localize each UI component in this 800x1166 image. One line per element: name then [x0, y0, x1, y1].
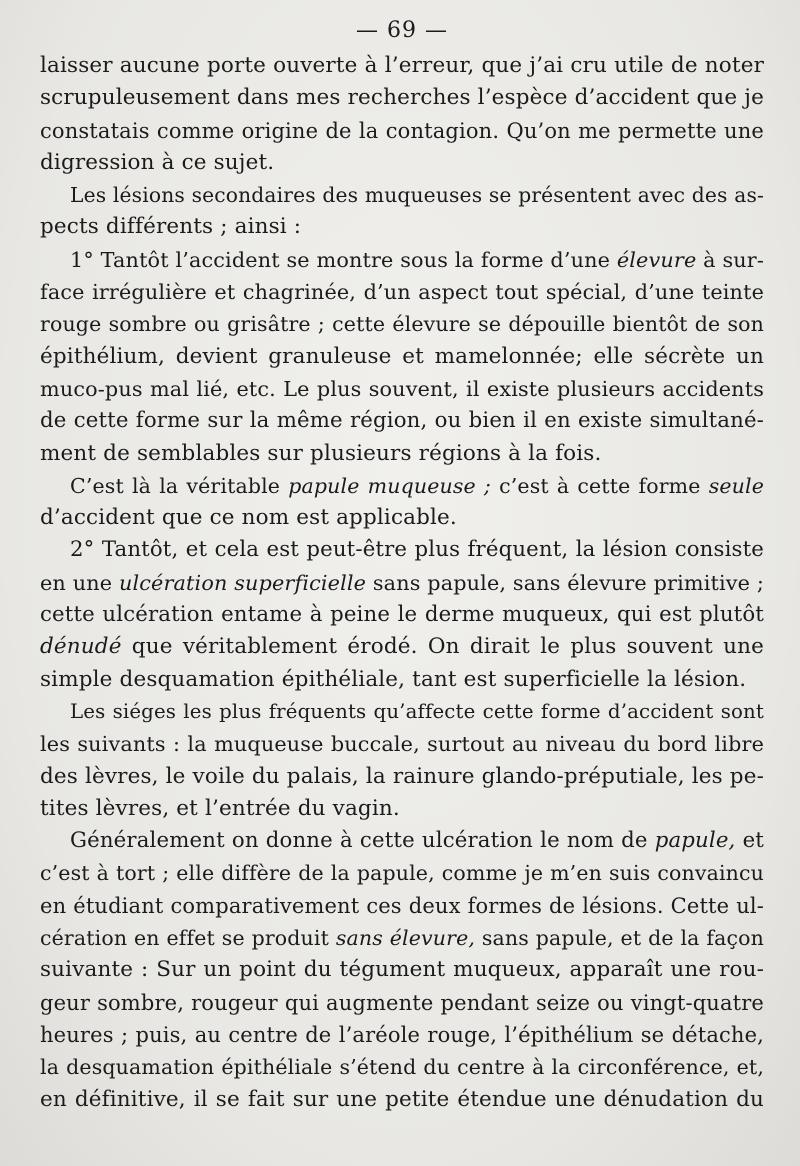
- text-line: [40, 405, 764, 437]
- text-segment: en étudiant comparativement ces deux formes de lésions. Cette ul-: [40, 893, 764, 918]
- italic-text: papule muqueuse ;: [288, 473, 491, 498]
- italic-text: seule: [708, 473, 764, 498]
- text-segment: des lèvres, le voile du palais, la rainure glando-préputiale, les pe-: [40, 763, 764, 789]
- text-segment: en définitive, il se fait sur une petite étendue une dénudation du: [40, 1086, 764, 1112]
- text-segment: 1° Tantôt l’accident se montre sous la forme d’une: [70, 247, 617, 272]
- text-line: [40, 244, 764, 276]
- text-segment: la desquamation épithéliale s’étend du centre à la circonférence, et,: [40, 1055, 764, 1080]
- text-segment: pects différents ; ainsi :: [40, 214, 302, 240]
- text-line: [40, 438, 764, 470]
- text-line: [40, 631, 764, 663]
- text-segment: de cette forme sur la même région, ou bien il en existe simultané-: [40, 408, 764, 434]
- italic-text: sans élevure,: [335, 926, 476, 951]
- text-line: [40, 761, 764, 793]
- text-line: [40, 50, 764, 82]
- text-segment: rouge sombre ou grisâtre ; cette élevure se dépouille bientôt de son: [40, 312, 764, 337]
- text-line: [40, 793, 764, 825]
- text-segment: les suivants : la muqueuse buccale, surtout au niveau du bord libre: [40, 732, 764, 757]
- text-line: [40, 987, 764, 1019]
- text-segment: Les lésions secondaires des muqueuses se présentent avec des as-: [70, 183, 764, 208]
- text-segment: face irrégulière et chagrinée, d’un aspect tout spécial, d’une teinte: [40, 280, 764, 305]
- italic-text: ulcération superficielle: [118, 570, 367, 595]
- text-line: [40, 115, 764, 147]
- text-line: [40, 534, 764, 566]
- text-segment: à sur-: [696, 247, 764, 272]
- text-line: [40, 857, 764, 889]
- italic-text: papule,: [654, 828, 736, 854]
- text-segment: d’accident que ce nom est applicable.: [40, 505, 457, 531]
- text-line: [40, 1019, 764, 1051]
- text-line: [40, 696, 764, 728]
- text-segment: tites lèvres, et l’entrée du vagin.: [40, 795, 400, 821]
- text-line: [40, 1051, 764, 1083]
- text-line: [40, 211, 764, 243]
- text-segment: en une: [40, 570, 119, 595]
- italic-text: dénudé: [40, 634, 122, 660]
- text-segment: digression à ce sujet.: [40, 149, 275, 175]
- text-segment: cération en effet se produit: [40, 926, 336, 951]
- text-line: [40, 470, 764, 502]
- text-segment: 2° Tantôt, et cela est peut-être plus fréquent, la lésion consiste: [70, 537, 764, 563]
- text-line: [40, 664, 764, 696]
- text-segment: et: [735, 828, 764, 854]
- text-line: [40, 147, 764, 179]
- text-segment: cette ulcération entame à peine le derme muqueux, qui est plutôt: [40, 602, 764, 628]
- text-line: [40, 1084, 764, 1116]
- text-segment: que véritablement érodé. On dirait le plus souvent une: [121, 634, 764, 660]
- italic-text: élevure: [616, 247, 697, 272]
- body-text: [40, 50, 764, 1116]
- text-line: [40, 502, 764, 534]
- text-line: [40, 890, 764, 922]
- text-segment: Les siéges les plus fréquents qu’affecte cette forme d’accident sont: [70, 699, 764, 723]
- text-segment: muco-pus mal lié, etc. Le plus souvent, il existe plusieurs accidents: [40, 376, 764, 401]
- text-segment: laisser aucune porte ouverte à l’erreur, que j’ai cru utile de noter: [40, 53, 764, 78]
- text-line: [40, 308, 764, 340]
- text-segment: suivante : Sur un point du tégument muqueux, apparaît une rou-: [40, 957, 764, 983]
- text-segment: sans papule, et de la façon: [475, 926, 764, 951]
- text-segment: Généralement on donne à cette ulcération le nom de: [70, 828, 655, 854]
- text-segment: c’est à tort ; elle diffère de la papule, comme je m’en suis convaincu: [40, 861, 764, 886]
- text-segment: c’est à cette forme: [490, 473, 709, 498]
- text-segment: ment de semblables sur plusieurs régions à la fois.: [40, 440, 602, 466]
- text-line: [40, 82, 764, 114]
- text-line: [40, 954, 764, 986]
- text-segment: constatais comme origine de la contagion. Qu’on me permette une: [40, 118, 764, 143]
- text-line: [40, 179, 764, 211]
- text-line: [40, 825, 764, 857]
- text-segment: heures ; puis, au centre de l’aréole rouge, l’épithélium se détache,: [40, 1022, 764, 1047]
- text-segment: scrupuleusement dans mes recherches l’espèce d’accident que je: [40, 85, 764, 111]
- text-segment: épithélium, devient granuleuse et mamelonnée; elle sécrète un: [40, 343, 764, 369]
- text-segment: C’est là la véritable: [70, 473, 289, 498]
- text-line: [40, 373, 764, 405]
- page-number: — 69 —: [356, 18, 448, 43]
- text-line: [40, 599, 764, 631]
- text-line: [40, 728, 764, 760]
- text-line: [40, 276, 764, 308]
- text-segment: sans papule, sans élevure primitive ;: [366, 570, 764, 595]
- text-line: [40, 341, 764, 373]
- text-segment: simple desquamation épithéliale, tant est superficielle la lésion.: [40, 666, 747, 692]
- text-segment: geur sombre, rougeur qui augmente pendant seize ou vingt-quatre: [40, 990, 764, 1015]
- text-line: [40, 567, 764, 599]
- text-line: [40, 922, 764, 954]
